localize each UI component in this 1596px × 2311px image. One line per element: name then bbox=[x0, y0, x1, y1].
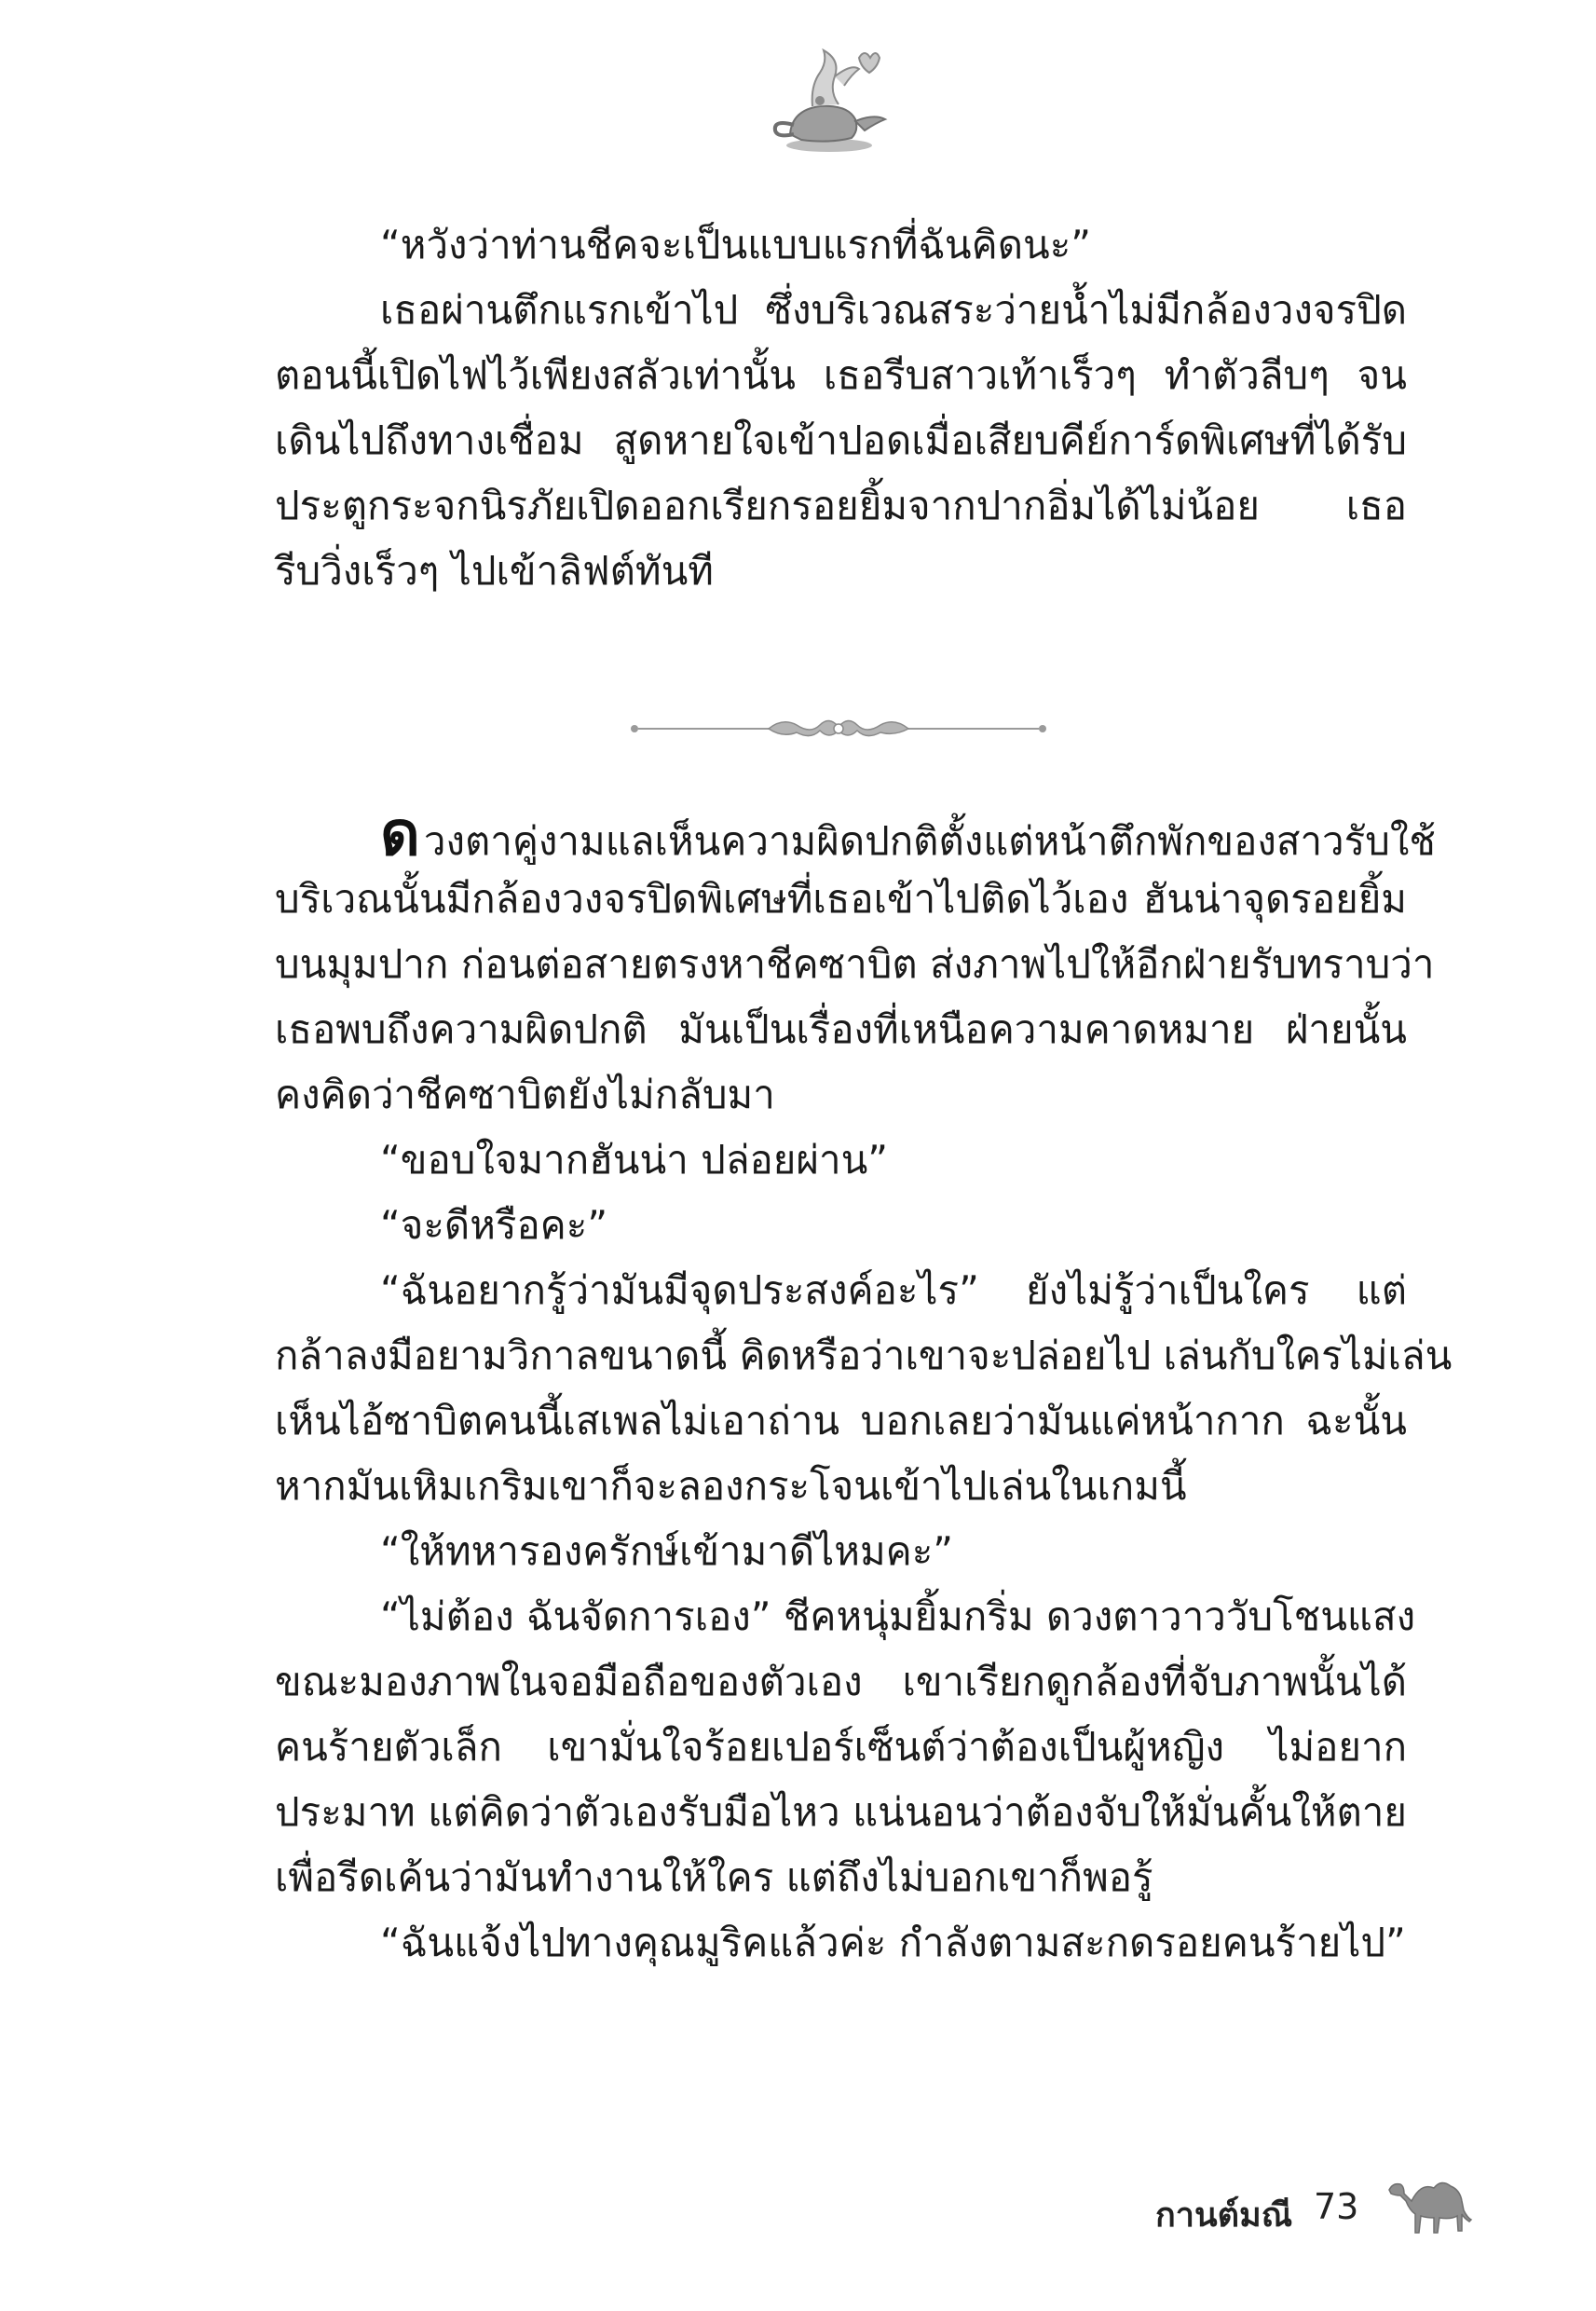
paragraph-line: เพื่อรีดเค้นว่ามันทำงานให้ใคร แต่ถึงไม่บอกเขาก็พอรู้ bbox=[275, 1854, 1153, 1900]
camel-icon bbox=[1384, 2162, 1481, 2236]
text-block-main bbox=[275, 798, 1453, 1976]
paragraph-line: คงคิดว่าชีคซาบิตยังไม่กลับมา bbox=[275, 1072, 775, 1117]
book-title: กานต์มณี bbox=[1155, 2196, 1293, 2235]
paragraph-line: บริเวณนั้นมีกล้องวงจรปิดพิเศษที่เธอเข้าไปติดไว้เอง ฮันน่าจุดรอยยิ้ม bbox=[275, 876, 1407, 922]
paragraph-line: รีบวิ่งเร็วๆ ไปเข้าลิฟต์ทันที bbox=[275, 548, 714, 594]
page-footer bbox=[1118, 2162, 1481, 2236]
paragraph-line: หากมันเหิมเกริมเขาก็จะลองกระโจนเข้าไปเล่นในเกมนี้ bbox=[275, 1463, 1187, 1509]
paragraph-line: ขณะมองภาพในจอมือถือของตัวเอง เขาเรียกดูกล้องที่จับภาพนั้นได้ bbox=[275, 1659, 1407, 1704]
ornamental-divider-icon bbox=[629, 708, 1048, 749]
paragraph-line: “ไม่ต้อง ฉันจัดการเอง” ชีคหนุ่มยิ้มกริ่ม ดวงตาวาววับโชนแสง bbox=[380, 1593, 1416, 1639]
genie-lamp-icon bbox=[755, 45, 904, 157]
page-number: 73 bbox=[1314, 2186, 1359, 2227]
paragraph-line: ตอนนี้เปิดไฟไว้เพียงสลัวเท่านั้น เธอรีบสาวเท้าเร็วๆ ทำตัวลีบๆ จน bbox=[275, 352, 1407, 398]
paragraph-line: เธอพบถึงความผิดปกติ มันเป็นเรื่องที่เหนือความคาดหมาย ฝ่ายนั้น bbox=[275, 1006, 1407, 1052]
dialogue-line: “จะดีหรือคะ” bbox=[380, 1202, 608, 1248]
dialogue-line: “ขอบใจมากฮันน่า ปล่อยผ่าน” bbox=[380, 1137, 889, 1183]
paragraph-line: ประมาท แต่คิดว่าตัวเองรับมือไหว แน่นอนว่าต้องจับให้มั่นคั้นให้ตาย bbox=[275, 1789, 1407, 1835]
paragraph-line: เห็นไอ้ซาบิตคนนี้เสเพลไม่เอาถ่าน บอกเลยว่ามันแค่หน้ากาก ฉะนั้น bbox=[275, 1398, 1407, 1443]
paragraph-line: “หวังว่าท่านชีคจะเป็นแบบแรกที่ฉันคิดนะ” bbox=[380, 222, 1092, 267]
paragraph-line: “ฉันอยากรู้ว่ามันมีจุดประสงค์อะไร” ยังไม่รู้ว่าเป็นใคร แต่ bbox=[380, 1267, 1407, 1313]
paragraph-line: ดวงตาคู่งามแลเห็นความผิดปกติตั้งแต่หน้าตึกพักของสาวรับใช้ bbox=[380, 798, 1436, 869]
text-block-opening bbox=[275, 212, 1407, 604]
dialogue-line: “ให้ทหารองครักษ์เข้ามาดีไหมคะ” bbox=[380, 1528, 954, 1574]
drop-cap: ด bbox=[380, 798, 420, 869]
dialogue-line: “ฉันแจ้งไปทางคุณมูริคแล้วค่ะ กำลังตามสะกดรอยคนร้ายไป” bbox=[380, 1920, 1406, 1965]
paragraph-line: กล้าลงมือยามวิกาลขนาดนี้ คิดหรือว่าเขาจะปล่อยไป เล่นกับใครไม่เล่น bbox=[275, 1333, 1453, 1378]
paragraph-line: บนมุมปาก ก่อนต่อสายตรงหาชีคซาบิต ส่งภาพไปให้อีกฝ่ายรับทราบว่า bbox=[275, 941, 1435, 987]
paragraph-line: คนร้ายตัวเล็ก เขามั่นใจร้อยเปอร์เซ็นต์ว่าต้องเป็นผู้หญิง ไม่อยาก bbox=[275, 1724, 1407, 1770]
paragraph-line: ประตูกระจกนิรภัยเปิดออกเรียกรอยยิ้มจากปากอิ่มได้ไม่น้อย เธอ bbox=[275, 483, 1407, 528]
paragraph-line: เดินไปถึงทางเชื่อม สูดหายใจเข้าปอดเมื่อเสียบคีย์การ์ดพิเศษที่ได้รับ bbox=[275, 417, 1407, 463]
paragraph-line: เธอผ่านตึกแรกเข้าไป ซึ่งบริเวณสระว่ายน้ำไม่มีกล้องวงจรปิด bbox=[380, 287, 1407, 333]
